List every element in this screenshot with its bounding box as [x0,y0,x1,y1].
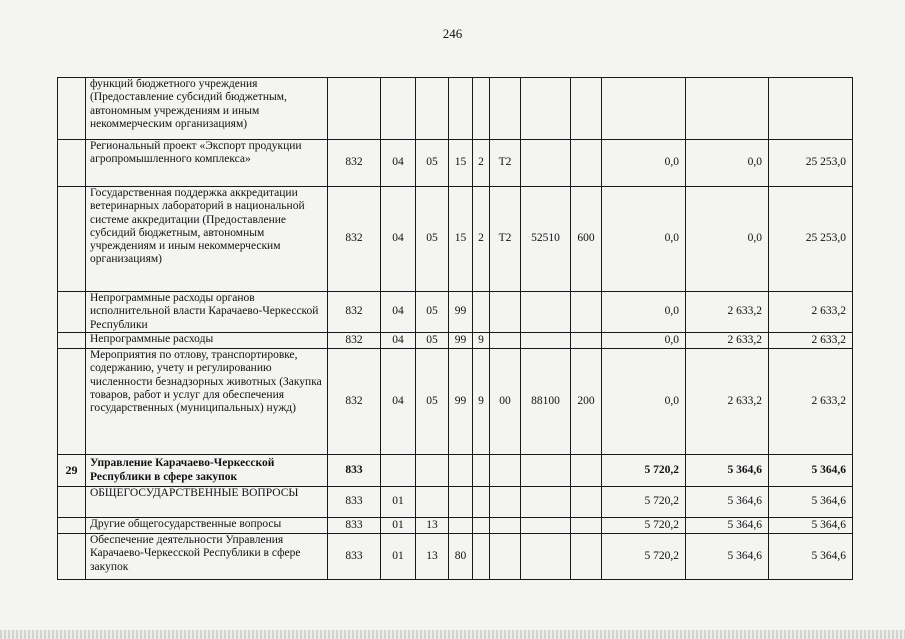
subprogram-code [473,78,490,140]
table-row [58,487,853,518]
sum-year-3: 25 253,0 [769,187,853,292]
expense-name: Управление Карачаево-Черкесской Республики в сфере закупок [86,455,328,487]
subsection-code: 05 [416,292,449,333]
expense-name: ОБЩЕГОСУДАРСТВЕННЫЕ ВОПРОСЫ [86,487,328,518]
table-row [58,534,853,580]
sum-year-1: 5 720,2 [602,518,686,534]
expense-name: Государственная поддержка аккредитации ветеринарных лабораторий в национальной системе аккредитации (Предоставление субсидий бюджетным, автономным учреждениям и иным некоммерческим организациям) [86,187,328,292]
row-index [58,140,86,187]
main-event-code [490,333,521,349]
sum-year-2: 0,0 [686,187,769,292]
program-code [449,518,473,534]
subprogram-code: 2 [473,187,490,292]
sum-year-3: 5 364,6 [769,534,853,580]
section-code: 04 [381,349,416,455]
expense-name: Другие общегосударственные вопросы [86,518,328,534]
sum-year-1: 0,0 [602,333,686,349]
sum-year-1: 0,0 [602,292,686,333]
subsection-code: 13 [416,518,449,534]
sum-year-2: 2 633,2 [686,349,769,455]
direction-code [521,333,571,349]
subprogram-code: 9 [473,349,490,455]
subprogram-code [473,518,490,534]
admin-code: 832 [328,140,381,187]
expense-name: Обеспечение деятельности Управления Карачаево-Черкесской Республики в сфере закупок [86,534,328,580]
sum-year-3: 5 364,6 [769,487,853,518]
table-row [58,518,853,534]
sum-year-3: 2 633,2 [769,292,853,333]
direction-code [521,140,571,187]
subsection-code [416,78,449,140]
expense-type-code [571,455,602,487]
row-index: 29 [58,455,86,487]
program-code: 15 [449,140,473,187]
section-code: 01 [381,534,416,580]
program-code [449,487,473,518]
expense-type-code [571,140,602,187]
expense-type-code [571,78,602,140]
admin-code: 833 [328,455,381,487]
subprogram-code [473,455,490,487]
subsection-code: 05 [416,349,449,455]
budget-table-body [58,78,853,580]
row-index [58,78,86,140]
program-code: 80 [449,534,473,580]
main-event-code [490,534,521,580]
scan-bottom-edge [0,630,905,639]
program-code: 15 [449,187,473,292]
main-event-code [490,292,521,333]
subsection-code [416,455,449,487]
sum-year-2: 5 364,6 [686,534,769,580]
row-index [58,333,86,349]
subprogram-code: 9 [473,333,490,349]
main-event-code [490,455,521,487]
section-code [381,78,416,140]
sum-year-2: 5 364,6 [686,487,769,518]
table-row [58,187,853,292]
table-row [58,78,853,140]
admin-code: 832 [328,349,381,455]
program-code [449,78,473,140]
admin-code: 833 [328,534,381,580]
section-code: 01 [381,487,416,518]
sum-year-2 [686,78,769,140]
main-event-code [490,78,521,140]
sum-year-3 [769,78,853,140]
row-index [58,349,86,455]
expense-name: Непрограммные расходы [86,333,328,349]
sum-year-2: 0,0 [686,140,769,187]
row-index [58,534,86,580]
admin-code: 833 [328,487,381,518]
section-code: 04 [381,333,416,349]
admin-code: 833 [328,518,381,534]
budget-table [57,77,853,580]
table-row [58,349,853,455]
direction-code [521,455,571,487]
direction-code [521,518,571,534]
subsection-code [416,487,449,518]
section-code: 01 [381,518,416,534]
main-event-code: T2 [490,140,521,187]
admin-code [328,78,381,140]
table-row [58,455,853,487]
admin-code: 832 [328,333,381,349]
sum-year-3: 2 633,2 [769,333,853,349]
table-row [58,140,853,187]
direction-code: 88100 [521,349,571,455]
expense-type-code: 200 [571,349,602,455]
subprogram-code [473,487,490,518]
subsection-code: 13 [416,534,449,580]
section-code [381,455,416,487]
subprogram-code [473,292,490,333]
direction-code [521,78,571,140]
expense-type-code [571,292,602,333]
main-event-code [490,487,521,518]
sum-year-1: 5 720,2 [602,534,686,580]
main-event-code: 00 [490,349,521,455]
expense-name: функций бюджетного учреждения (Предоставление субсидий бюджетным, автономным учреждениям и иным некоммерческим организациям) [86,78,328,140]
expense-name: Мероприятия по отлову, транспортировке, содержанию, учету и регулированию численности безнадзорных животных (Закупка товаров, работ и услуг для обеспечения государственных (муниципальных) нужд) [86,349,328,455]
subprogram-code [473,534,490,580]
page-number: 246 [442,26,463,41]
sum-year-1: 0,0 [602,349,686,455]
subprogram-code: 2 [473,140,490,187]
main-event-code [490,518,521,534]
expense-type-code [571,534,602,580]
sum-year-1 [602,78,686,140]
direction-code [521,292,571,333]
sum-year-1: 0,0 [602,187,686,292]
row-index [58,518,86,534]
sum-year-2: 5 364,6 [686,455,769,487]
expense-type-code [571,487,602,518]
sum-year-2: 5 364,6 [686,518,769,534]
admin-code: 832 [328,187,381,292]
program-code: 99 [449,292,473,333]
sum-year-3: 25 253,0 [769,140,853,187]
expense-type-code: 600 [571,187,602,292]
subsection-code: 05 [416,140,449,187]
expense-type-code [571,518,602,534]
expense-name: Непрограммные расходы органов исполнительной власти Карачаево-Черкесской Республики [86,292,328,333]
program-code: 99 [449,349,473,455]
sum-year-1: 5 720,2 [602,455,686,487]
subsection-code: 05 [416,333,449,349]
sum-year-3: 5 364,6 [769,518,853,534]
row-index [58,487,86,518]
admin-code: 832 [328,292,381,333]
main-event-code: T2 [490,187,521,292]
subsection-code: 05 [416,187,449,292]
sum-year-1: 5 720,2 [602,487,686,518]
program-code: 99 [449,333,473,349]
row-index [58,292,86,333]
row-index [58,187,86,292]
program-code [449,455,473,487]
section-code: 04 [381,292,416,333]
sum-year-2: 2 633,2 [686,292,769,333]
table-row [58,333,853,349]
section-code: 04 [381,140,416,187]
sum-year-3: 2 633,2 [769,349,853,455]
expense-type-code [571,333,602,349]
section-code: 04 [381,187,416,292]
direction-code: 52510 [521,187,571,292]
sum-year-3: 5 364,6 [769,455,853,487]
expense-name: Региональный проект «Экспорт продукции агропромышленного комплекса» [86,140,328,187]
table-row [58,292,853,333]
sum-year-2: 2 633,2 [686,333,769,349]
sum-year-1: 0,0 [602,140,686,187]
direction-code [521,534,571,580]
direction-code [521,487,571,518]
